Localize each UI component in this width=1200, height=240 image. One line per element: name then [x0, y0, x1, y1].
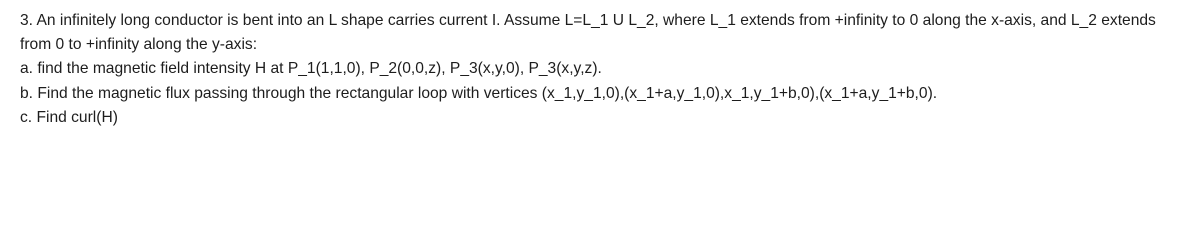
part-b: b. Find the magnetic flux passing through the rectangular loop with vertices (x_1,y_1,0),(x_1+a,y_1,0),x_1,y_1+b,0),(x_1+a,y_1+b,0). [20, 84, 938, 102]
part-c: c. Find curl(H) [20, 108, 118, 126]
part-a: a. find the magnetic field intensity H at P_1(1,1,0), P_2(0,0,z), P_3(x,y,0), P_3(x,y,z). [20, 60, 602, 78]
problem-text [20, 9, 1190, 130]
problem-statement: 3. An infinitely long conductor is bent into an L shape carries current I. Assume L=L_1 U L_2, where L_1 extends from +infinity to 0 along the x-axis, and L_2 extends from 0 to +infinity along the y-axis: [20, 12, 1156, 54]
